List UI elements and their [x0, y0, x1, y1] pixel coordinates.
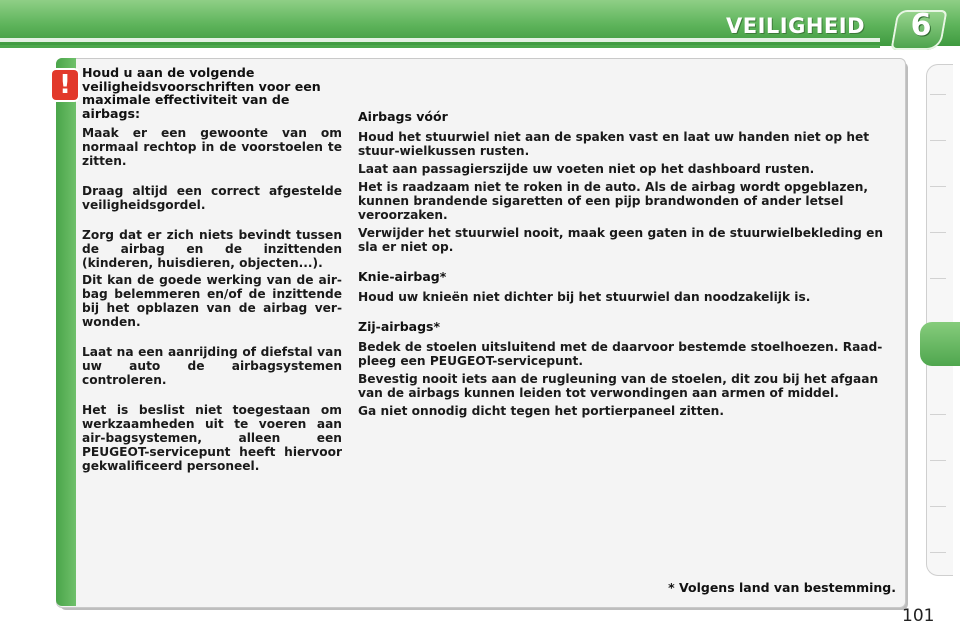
rail-divider — [930, 94, 946, 95]
header-stripe-lower — [0, 45, 880, 48]
left-column — [82, 66, 342, 481]
rail-divider — [930, 460, 946, 461]
left-heading: Houd u aan de volgende veiligheidsvoorschriften voor een maximale effectiviteit van de airbags: — [82, 65, 321, 121]
footnote: * Volgens land van bestemming. — [668, 580, 896, 595]
front-airbags-paragraph: Het is raadzaam niet te roken in de auto. Als de airbag wordt opgeblazen, kunnen brandende sigaretten of een pijp brandwonden of ander letsel veroorzaken. — [358, 180, 869, 222]
left-paragraph: Laat na een aanrijding of diefstal van uw auto de airbagsystemen controleren. — [82, 345, 342, 387]
chapter-number: 6 — [910, 8, 932, 43]
section-title: VEILIGHEID — [726, 14, 866, 38]
side-airbags-paragraph: Bevestig nooit iets aan de rugleuning van de stoelen, dit zou bij het afgaan van de airbags kunnen leiden tot verwondingen aan armen of middel. — [358, 372, 879, 400]
left-paragraph: Maak er een gewoonte van om normaal rechtop in de voorstoelen te zitten. — [82, 126, 342, 168]
knee-airbag-heading: Knie-airbag* — [358, 269, 447, 284]
rail-divider — [930, 186, 946, 187]
knee-airbag-paragraph: Houd uw knieën niet dichter bij het stuurwiel dan noodzakelijk is. — [358, 290, 811, 304]
panel-accent-bar — [56, 58, 76, 606]
rail-divider — [930, 232, 946, 233]
front-airbags-paragraph: Houd het stuurwiel niet aan de spaken vast en laat uw handen niet op het stuur-wielkussen rusten. — [358, 130, 870, 158]
active-chapter-tab[interactable] — [920, 322, 960, 366]
front-airbags-heading: Airbags vóór — [358, 109, 448, 124]
warning-icon: ! — [52, 70, 78, 100]
page-number: 101 — [902, 606, 935, 626]
rail-divider — [930, 414, 946, 415]
side-airbags-heading: Zij-airbags* — [358, 319, 441, 334]
side-airbags-paragraph: Bedek de stoelen uitsluitend met de daarvoor bestemde stoelhoezen. Raad-pleeg een PEUGEOT-servicepunt. — [358, 340, 883, 368]
left-paragraph: Draag altijd een correct afgestelde veiligheidsgordel. — [82, 184, 342, 212]
right-column — [358, 110, 898, 426]
front-airbags-paragraph: Laat aan passagierszijde uw voeten niet op het dashboard rusten. — [358, 162, 815, 176]
side-airbags-paragraph: Ga niet onnodig dicht tegen het portierpaneel zitten. — [358, 404, 724, 418]
front-airbags-paragraph: Verwijder het stuurwiel nooit, maak geen gaten in de stuurwielbekleding en sla er niet op. — [358, 226, 884, 254]
left-paragraph: Dit kan de goede werking van de air-bag belemmeren en/of de inzittende bij het opblazen van de airbag ver-wonden. — [82, 273, 342, 329]
rail-divider — [930, 552, 946, 553]
left-paragraph: Zorg dat er zich niets bevindt tussen de airbag en de inzittenden (kinderen, huisdieren, objecten...). — [82, 228, 342, 270]
rail-divider — [930, 278, 946, 279]
rail-divider — [930, 140, 946, 141]
left-paragraph: Het is beslist niet toegestaan om werkzaamheden uit te voeren aan air-bagsystemen, alleen een PEUGEOT-servicepunt heeft hiervoor gekwalificeerd personeel. — [82, 403, 342, 473]
rail-divider — [930, 506, 946, 507]
